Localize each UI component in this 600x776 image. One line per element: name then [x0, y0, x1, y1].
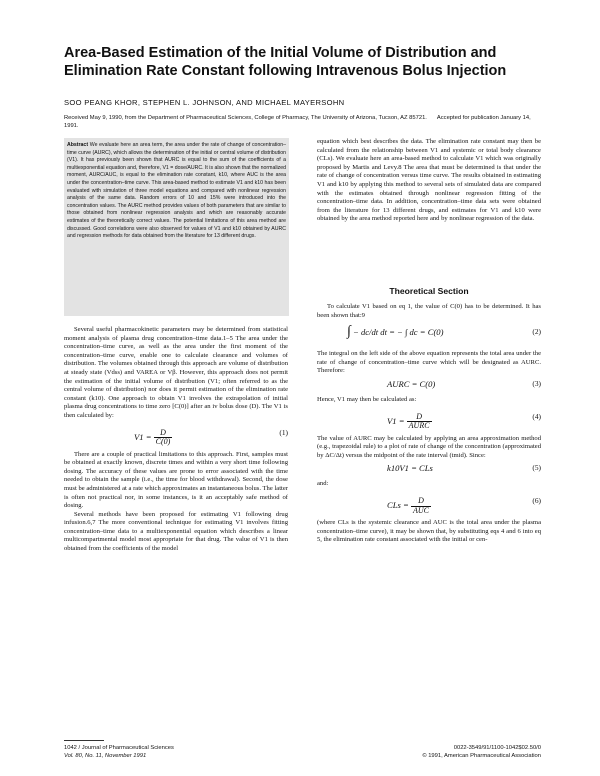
footer-rule — [64, 740, 104, 741]
footer-copyright — [370, 745, 541, 760]
equation-2 — [317, 320, 541, 350]
right-column-top — [317, 138, 541, 224]
theory-paragraph-3: Hence, V1 may then be calculated as: — [317, 395, 417, 403]
eq2-body: − dc/dt dt = − ∫ dc = C(0) — [353, 327, 444, 338]
equation-3 — [317, 376, 541, 396]
eq2-integral-sign: ∫ — [347, 324, 351, 340]
paper-title: Area-Based Estimation of the Initial Volume of Distribution and Elimination Rate Constant following Intravenous Bolus Injection — [64, 45, 507, 79]
eq1-numerator: D — [154, 429, 173, 439]
equation-1 — [64, 421, 288, 451]
theory-paragraph-2: The integral on the left side of the above equation represents the total area under the rate of change of concentration–time curve which will be designated as AURC. Therefore: — [317, 350, 541, 375]
eq4-numerator: D — [407, 413, 432, 423]
theory-paragraph-5: (where CLs is the systemic clearance and AUC is the total area under the plasma concentration–time curve), it may be shown that, by substituting eqs 4 and 6 into eq 5, the elimination rate constant associated with the initial or cen- — [317, 518, 541, 544]
footer-code-line: 0022-3549/91/1100-1042$02.50/0 — [453, 745, 541, 751]
section-heading-theoretical: Theoretical Section — [389, 286, 469, 296]
eq1-denominator: C(0) — [155, 437, 171, 447]
equation-5 — [317, 460, 541, 480]
eq6-denominator: AUC — [412, 505, 429, 515]
eq2-number: (2) — [532, 327, 541, 337]
eq6-number: (6) — [532, 495, 541, 505]
intro-continued-paragraph: equation which best describes the data. The elimination rate constant may then be calculated from the relationship between V1 and systemic or total body clearance (CLs). We evaluate here an area-based method to calculate V1 which was originally proposed by Martis and Levy.8 The area that must be determined is that under the rate of change of concentration versus time curve. The results obtained in estimating V1 and k10 by applying this method to several sets of simulated data are compared with the estimates obtained through nonlinear regression fitting of the concentration–time data. In addition, concentration–time data sets were obtained from the literature for 13 different drugs, and estimates for V1 and k10 were obtained by the area method reported here and by nonlinear regression of the data. — [317, 138, 541, 223]
eq5-number: (5) — [532, 463, 541, 473]
footer-volume-line: Vol. 80, No. 11, November 1991 — [64, 752, 147, 759]
author-list: SOO PEANG KHOR, STEPHEN L. JOHNSON, AND MICHAEL MAYERSOHN — [64, 98, 345, 107]
eq3-number: (3) — [532, 378, 541, 388]
and-text: and: — [317, 480, 329, 488]
eq1-lhs: V1 = — [134, 431, 152, 442]
eq4-denominator: AURC — [408, 421, 430, 431]
theory-paragraph-1: To calculate V1 based on eq 1, the value of C(0) has to be determined. It has been shown that:9 — [317, 303, 541, 319]
eq6-lhs: CLs = — [387, 500, 409, 510]
left-column-body — [64, 326, 288, 554]
received-text: Received May 9, 1990, from the Department of Pharmaceutical Sciences, College of Pharmacy, The University of Arizona, Tucson, AZ 85721. — [64, 115, 427, 121]
abstract-label: Abstract — [67, 142, 89, 148]
footer-journal-line: 1042 / Journal of Pharmaceutical Sciences — [64, 745, 174, 751]
eq6-numerator: D — [411, 497, 431, 507]
abstract-box — [64, 138, 289, 316]
received-line — [64, 114, 534, 130]
eq4-lhs: V1 = — [387, 415, 405, 426]
equation-6 — [317, 489, 541, 519]
equation-4 — [317, 405, 541, 435]
accepted-text: Accepted for publication January 14, 1991. — [64, 115, 531, 129]
eq4-number: (4) — [532, 411, 541, 421]
eq1-number: (1) — [279, 427, 288, 437]
right-column-body — [317, 303, 541, 545]
eq5-body: k10V1 = CLs — [387, 463, 433, 474]
intro-paragraph-2: There are a couple of practical limitations to this approach. First, samples must be obtained at exactly known, discrete times and within a very short time following dosing. The accuracy of these values are prone to error associated with the time needed to obtain the sample (i.e., the time for blood withdrawal). Second, the dose must be administered at a rate which approximates an instantaneous bolus. The latter is often not practical nor, in some instances, is it an acceptably safe method of dosing. — [64, 450, 288, 510]
footer-journal — [64, 745, 284, 760]
eq3-body: AURC = C(0) — [387, 378, 436, 389]
footer-copyright-line: © 1991, American Pharmaceutical Association — [422, 752, 541, 759]
intro-paragraph-1: Several useful pharmacokinetic parameters may be determined from statistical moment analysis of plasma drug concentration–time data.1–5 The area under the concentration–time curve, as well as the area under the first moment of the concentration–time curve, enable one to calculate clearance and volumes of distribution. The volumes obtained through this approach are volume of distribution at steady state (Vdss) and VAREA or Vβ. However, this approach does not permit the estimation of the initial volume of distribution (V1; often referred to as the central volume of distribution) nor does it permit estimation of the elimination rate constant (k10). One approach to obtain V1 involves the extrapolation of initial plasma drug concentrations to time zero [C(0)] after an iv bolus dose (D). The V1 is then calculated by: — [64, 326, 288, 419]
theory-paragraph-4: The value of AURC may be calculated by applying an area approximation method (e.g., trapezoidal rule) to a plot of rate of change of the concentration (approximated by ΔC/Δt) versus the midpoint of the rate interval (tmid). Since: — [317, 434, 541, 459]
intro-paragraph-3: Several methods have been proposed for estimating V1 following drug infusion.6,7 The more conventional technique for estimating V1 involves fitting concentration–time data to a multiexponential equation which describes a linear multicompartmental model most appropriate for that drug. The value of V1 is then obtained from the coefficients of the model — [64, 510, 288, 553]
abstract-text: We evaluate here an area term, the area under the rate of change of concentration–time curve (AURC), which allows the determination of the initial or central volume of distribution (V1). It has previously been shown that AURC is equal to the sum of the coefficients of a multiexponential equation and, therefore, V1 = dose/AURC. It is also shown that the normalized moment, AURC/AUC, is equal to the elimination rate constant, k10, where AUC is the area under the concentration–time curve. This area-based method to estimate V1 and k10 has been evaluated with simulation of three model equations and compared with nonlinear regression analysis of the same data. Random errors of 10 and 15% were introduced into the concentration values. The AURC method provides values of both parameters that are similar to those obtained from nonlinear regression analysis and which are reasonably accurate estimates of the theoretically correct values. The potential limitations of this area method are discussed. Good correlations were also observed for values of V1 and k10 obtained by AURC and regression methods for data obtained from the literature for 13 different drugs. — [67, 142, 287, 240]
